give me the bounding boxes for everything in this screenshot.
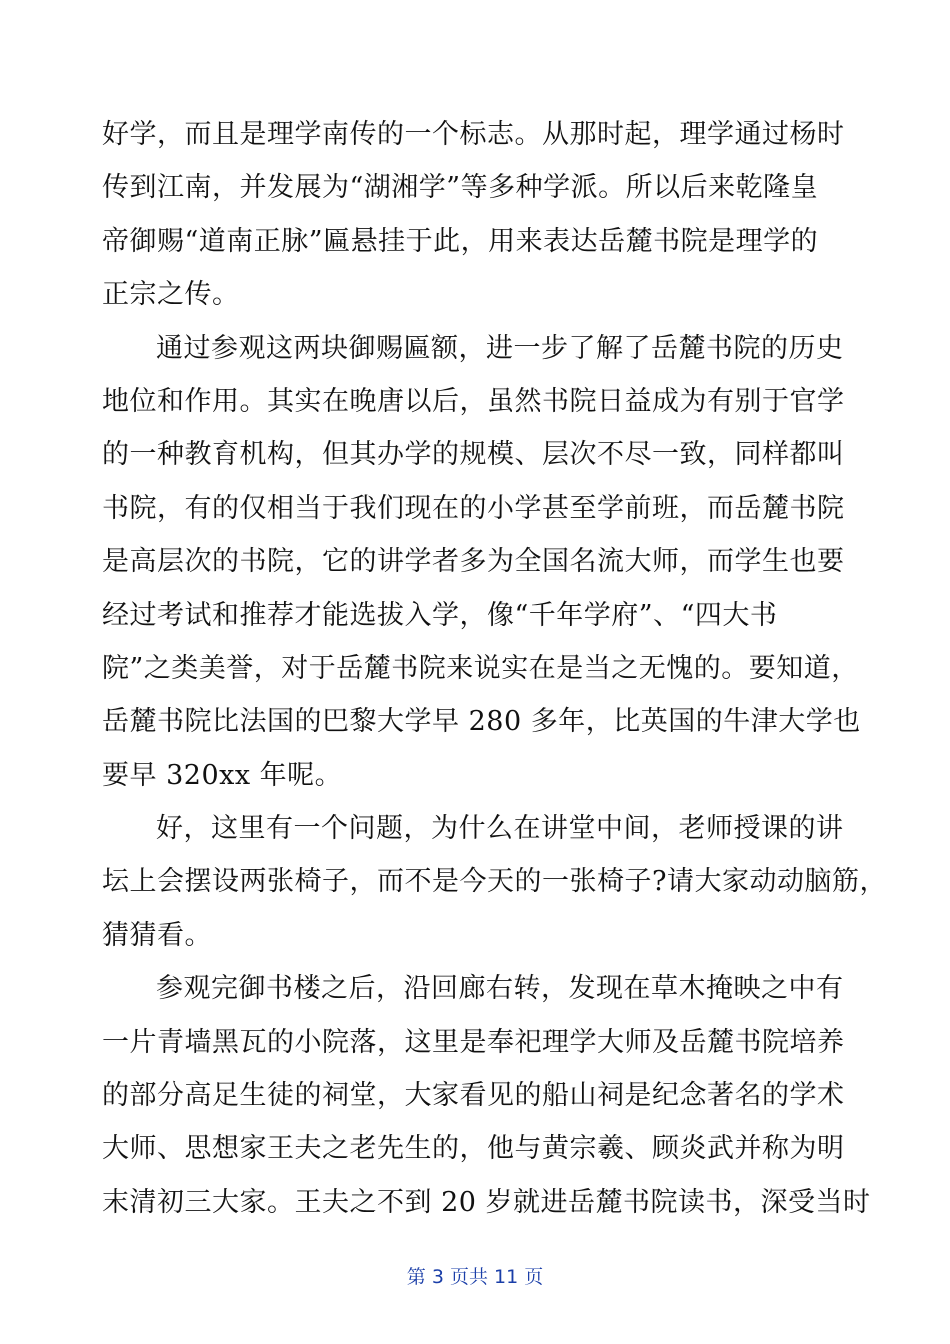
text-line: 要早 320xx 年呢。	[102, 759, 343, 791]
text-line: 大师、思想家王夫之老先生的，他与黄宗羲、顾炎武并称为明	[102, 1133, 845, 1165]
text-line: 正宗之传。	[102, 279, 240, 311]
text-line: 传到江南，并发展为“湖湘学”等多种学派。所以后来乾隆皇	[102, 172, 819, 204]
text-line: 的部分高足生徒的祠堂，大家看见的船山祠是纪念著名的学术	[102, 1080, 845, 1112]
text-line: 坛上会摆设两张椅子，而不是今天的一张椅子?请大家动动脑筋，	[102, 866, 887, 898]
text-line: 猜猜看。	[102, 919, 212, 951]
paragraph-first-line: 参观完御书楼之后，沿回廊右转，发现在草木掩映之中有	[156, 973, 844, 1005]
page-footer: 第 3 页共 11 页	[406, 1266, 544, 1288]
text-line: 院”之类美誉，对于岳麓书院来说实在是当之无愧的。要知道，	[102, 652, 859, 684]
text-line: 经过考试和推荐才能选拔入学，像“千年学府”、“四大书	[102, 599, 778, 631]
text-line: 一片青墙黑瓦的小院落，这里是奉祀理学大师及岳麓书院培养	[102, 1026, 845, 1058]
text-line: 的一种教育机构，但其办学的规模、层次不尽一致，同样都叫	[102, 439, 845, 471]
paragraph-first-line: 好，这里有一个问题，为什么在讲堂中间，老师授课的讲	[156, 813, 844, 845]
paragraph-first-line: 通过参观这两块御赐匾额，进一步了解了岳麓书院的历史	[156, 332, 844, 364]
text-line: 岳麓书院比法国的巴黎大学早 280 多年，比英国的牛津大学也	[102, 706, 861, 738]
text-line: 帝御赐“道南正脉”匾悬挂于此，用来表达岳麓书院是理学的	[102, 225, 819, 257]
text-line: 书院，有的仅相当于我们现在的小学甚至学前班，而岳麓书院	[102, 492, 845, 524]
text-line: 好学，而且是理学南传的一个标志。从那时起，理学通过杨时	[102, 119, 845, 150]
text-line: 地位和作用。其实在晚唐以后，虽然书院日益成为有别于官学	[102, 385, 845, 417]
document-body	[102, 108, 887, 1229]
text-line: 末清初三大家。王夫之不到 20 岁就进岳麓书院读书，深受当时	[102, 1186, 871, 1218]
text-line: 是高层次的书院，它的讲学者多为全国名流大师，而学生也要	[102, 546, 845, 578]
